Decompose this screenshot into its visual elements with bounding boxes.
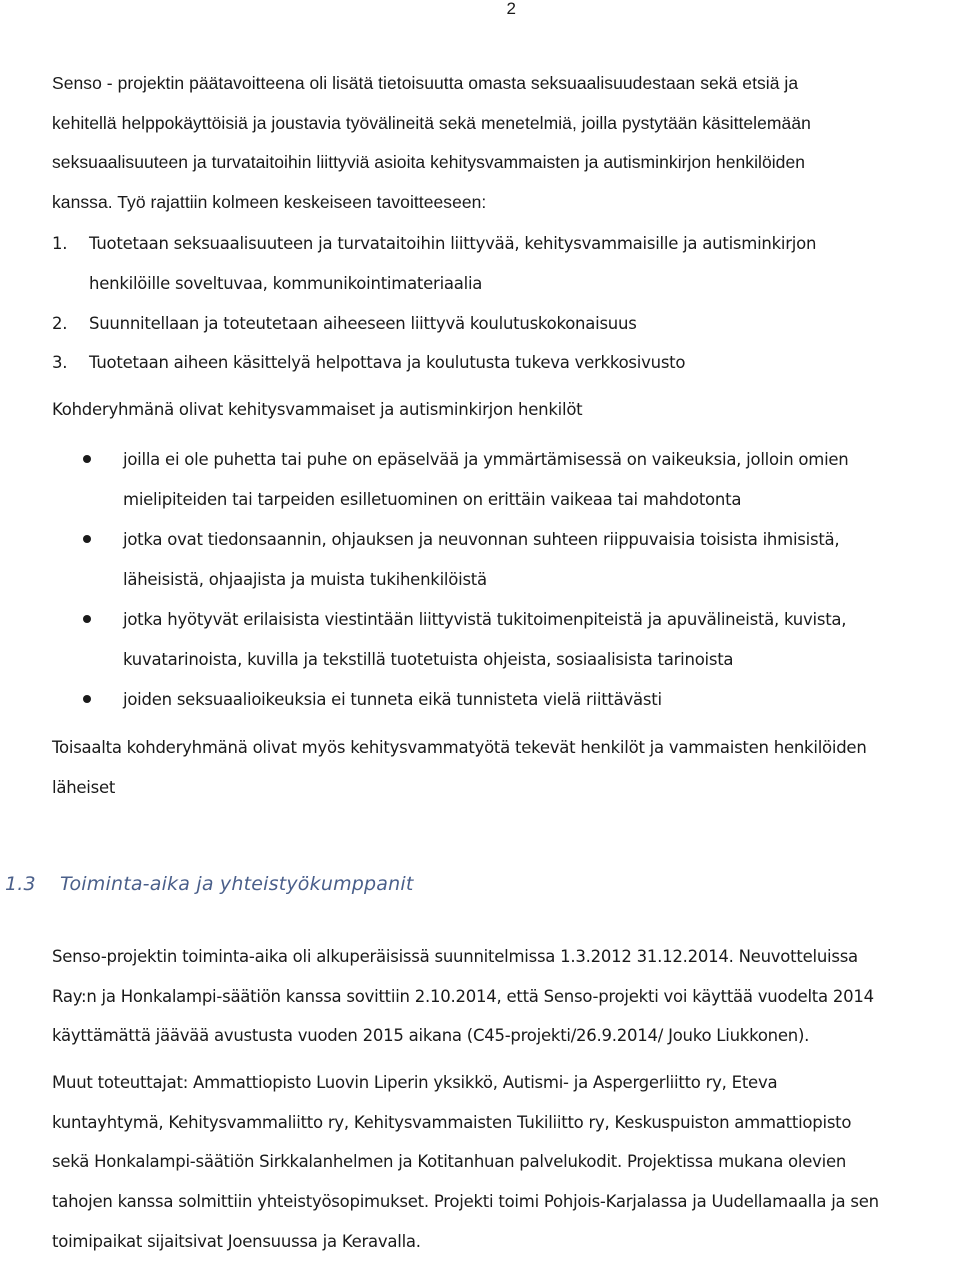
- section-title: Toiminta-aika ja yhteistyökumppanit: [60, 873, 414, 895]
- section-heading: [5, 866, 414, 902]
- goal-line: henkilöille soveltuvaa, kommunikointimateriaalia: [89, 273, 483, 293]
- goal-item: [52, 304, 932, 344]
- intro-line: seksuaalisuuteen ja turvataitoihin liittyviä asioita kehitysvammaisten ja autisminkirjon henkilöiden: [52, 152, 806, 173]
- intro-paragraph: [52, 64, 932, 222]
- goal-line: Suunnitellaan ja toteutetaan aiheeseen liittyvä koulutuskokonaisuus: [89, 313, 637, 333]
- bullet-line: mielipiteiden tai tarpeiden esilletuominen on erittäin vaikeaa tai mahdotonta: [123, 490, 742, 509]
- partners-line: tahojen kanssa solmittiin yhteistyösopimukset. Projekti toimi Pohjois-Karjalassa ja Uudellamaalla ja sen: [52, 1192, 879, 1212]
- bullet-item: [52, 600, 932, 680]
- also-group-paragraph: [52, 728, 932, 807]
- bullet-line: joiden seksuaalioikeuksia ei tunneta eikä tunnisteta vielä riittävästi: [123, 690, 662, 709]
- intro-line: kehitellä helppokäyttöisiä ja joustavia työvälineitä sekä menetelmiä, joilla pystytään käsittelemään: [52, 112, 811, 133]
- bullet-item: [52, 520, 932, 600]
- bullet-icon: [83, 615, 91, 623]
- target-bullet-list: [52, 440, 932, 720]
- section-number: 1.3: [5, 873, 36, 895]
- bullet-item: [52, 680, 932, 720]
- period-line: Ray:n ja Honkalampi-säätiön kanssa sovittiin 2.10.2014, että Senso-projekti voi käyttää vuodelta 2014: [52, 986, 874, 1006]
- goals-list: [52, 224, 932, 383]
- bullet-line: jotka hyötyvät erilaisista viestintään liittyvistä tukitoimenpiteistä ja apuvälineistä, kuvista,: [123, 610, 847, 629]
- goal-number: 3.: [52, 353, 68, 373]
- bullet-line: läheisistä, ohjaajista ja muista tukihenkilöistä: [123, 570, 487, 589]
- bullet-item: [52, 440, 932, 520]
- bullet-icon: [83, 455, 91, 463]
- partners-line: kuntayhtymä, Kehitysvammaliitto ry, Kehitysvammaisten Tukiliitto ry, Keskuspuiston ammattiopisto: [52, 1112, 852, 1132]
- intro-line: Senso - projektin päätavoitteena oli lisätä tietoisuutta omasta seksuaalisuudestaan sekä etsiä ja: [52, 73, 799, 93]
- goal-item: [52, 343, 932, 383]
- bullet-line: jotka ovat tiedonsaannin, ohjauksen ja neuvonnan suhteen riippuvaisia toisista ihmisistä,: [123, 530, 840, 549]
- goal-number: 1.: [52, 234, 68, 253]
- also-line: läheiset: [52, 777, 116, 797]
- also-line: Toisaalta kohderyhmänä olivat myös kehitysvammatyötä tekevät henkilöt ja vammaisten henkilöiden: [52, 738, 867, 757]
- period-line: käyttämättä jäävää avustusta vuoden 2015 aikana (C45-projekti/26.9.2014/ Jouko Liukkonen).: [52, 1026, 810, 1046]
- period-line: Senso-projektin toiminta-aika oli alkuperäisissä suunnitelmissa 1.3.2012 31.12.2014. Neuvotteluissa: [52, 947, 858, 966]
- target-group-paragraph: Kohderyhmänä olivat kehitysvammaiset ja autisminkirjon henkilöt: [52, 400, 583, 419]
- goal-line: Tuotetaan seksuaalisuuteen ja turvataitoihin liittyvää, kehitysvammaisille ja autisminkirjon: [89, 234, 817, 253]
- bullet-line: kuvatarinoista, kuvilla ja tekstillä tuotetuista ohjeista, sosiaalisista tarinoista: [123, 650, 734, 669]
- goal-number: 2.: [52, 313, 68, 333]
- partners-paragraph: [52, 1063, 960, 1262]
- goal-item: [52, 224, 932, 304]
- partners-line: Muut toteuttajat: Ammattiopisto Luovin Liperin yksikkö, Autismi- ja Aspergerliitto ry, Eteva: [52, 1073, 778, 1092]
- bullet-line: joilla ei ole puhetta tai puhe on epäselvää ja ymmärtämisessä on vaikeuksia, jolloin omien: [123, 450, 849, 469]
- partners-line: sekä Honkalampi-säätiön Sirkkalanhelmen ja Kotitanhuan palvelukodit. Projektissa mukana olevien: [52, 1152, 847, 1172]
- partners-line: toimipaikat sijaitsivat Joensuussa ja Keravalla.: [52, 1231, 421, 1251]
- bullet-icon: [83, 695, 91, 703]
- period-paragraph: [52, 937, 952, 1056]
- bullet-icon: [83, 535, 91, 543]
- intro-line: kanssa. Työ rajattiin kolmeen keskeiseen tavoitteeseen:: [52, 191, 487, 212]
- page-number: 2: [506, 0, 516, 18]
- goal-line: Tuotetaan aiheen käsittelyä helpottava ja koulutusta tukeva verkkosivusto: [89, 353, 686, 373]
